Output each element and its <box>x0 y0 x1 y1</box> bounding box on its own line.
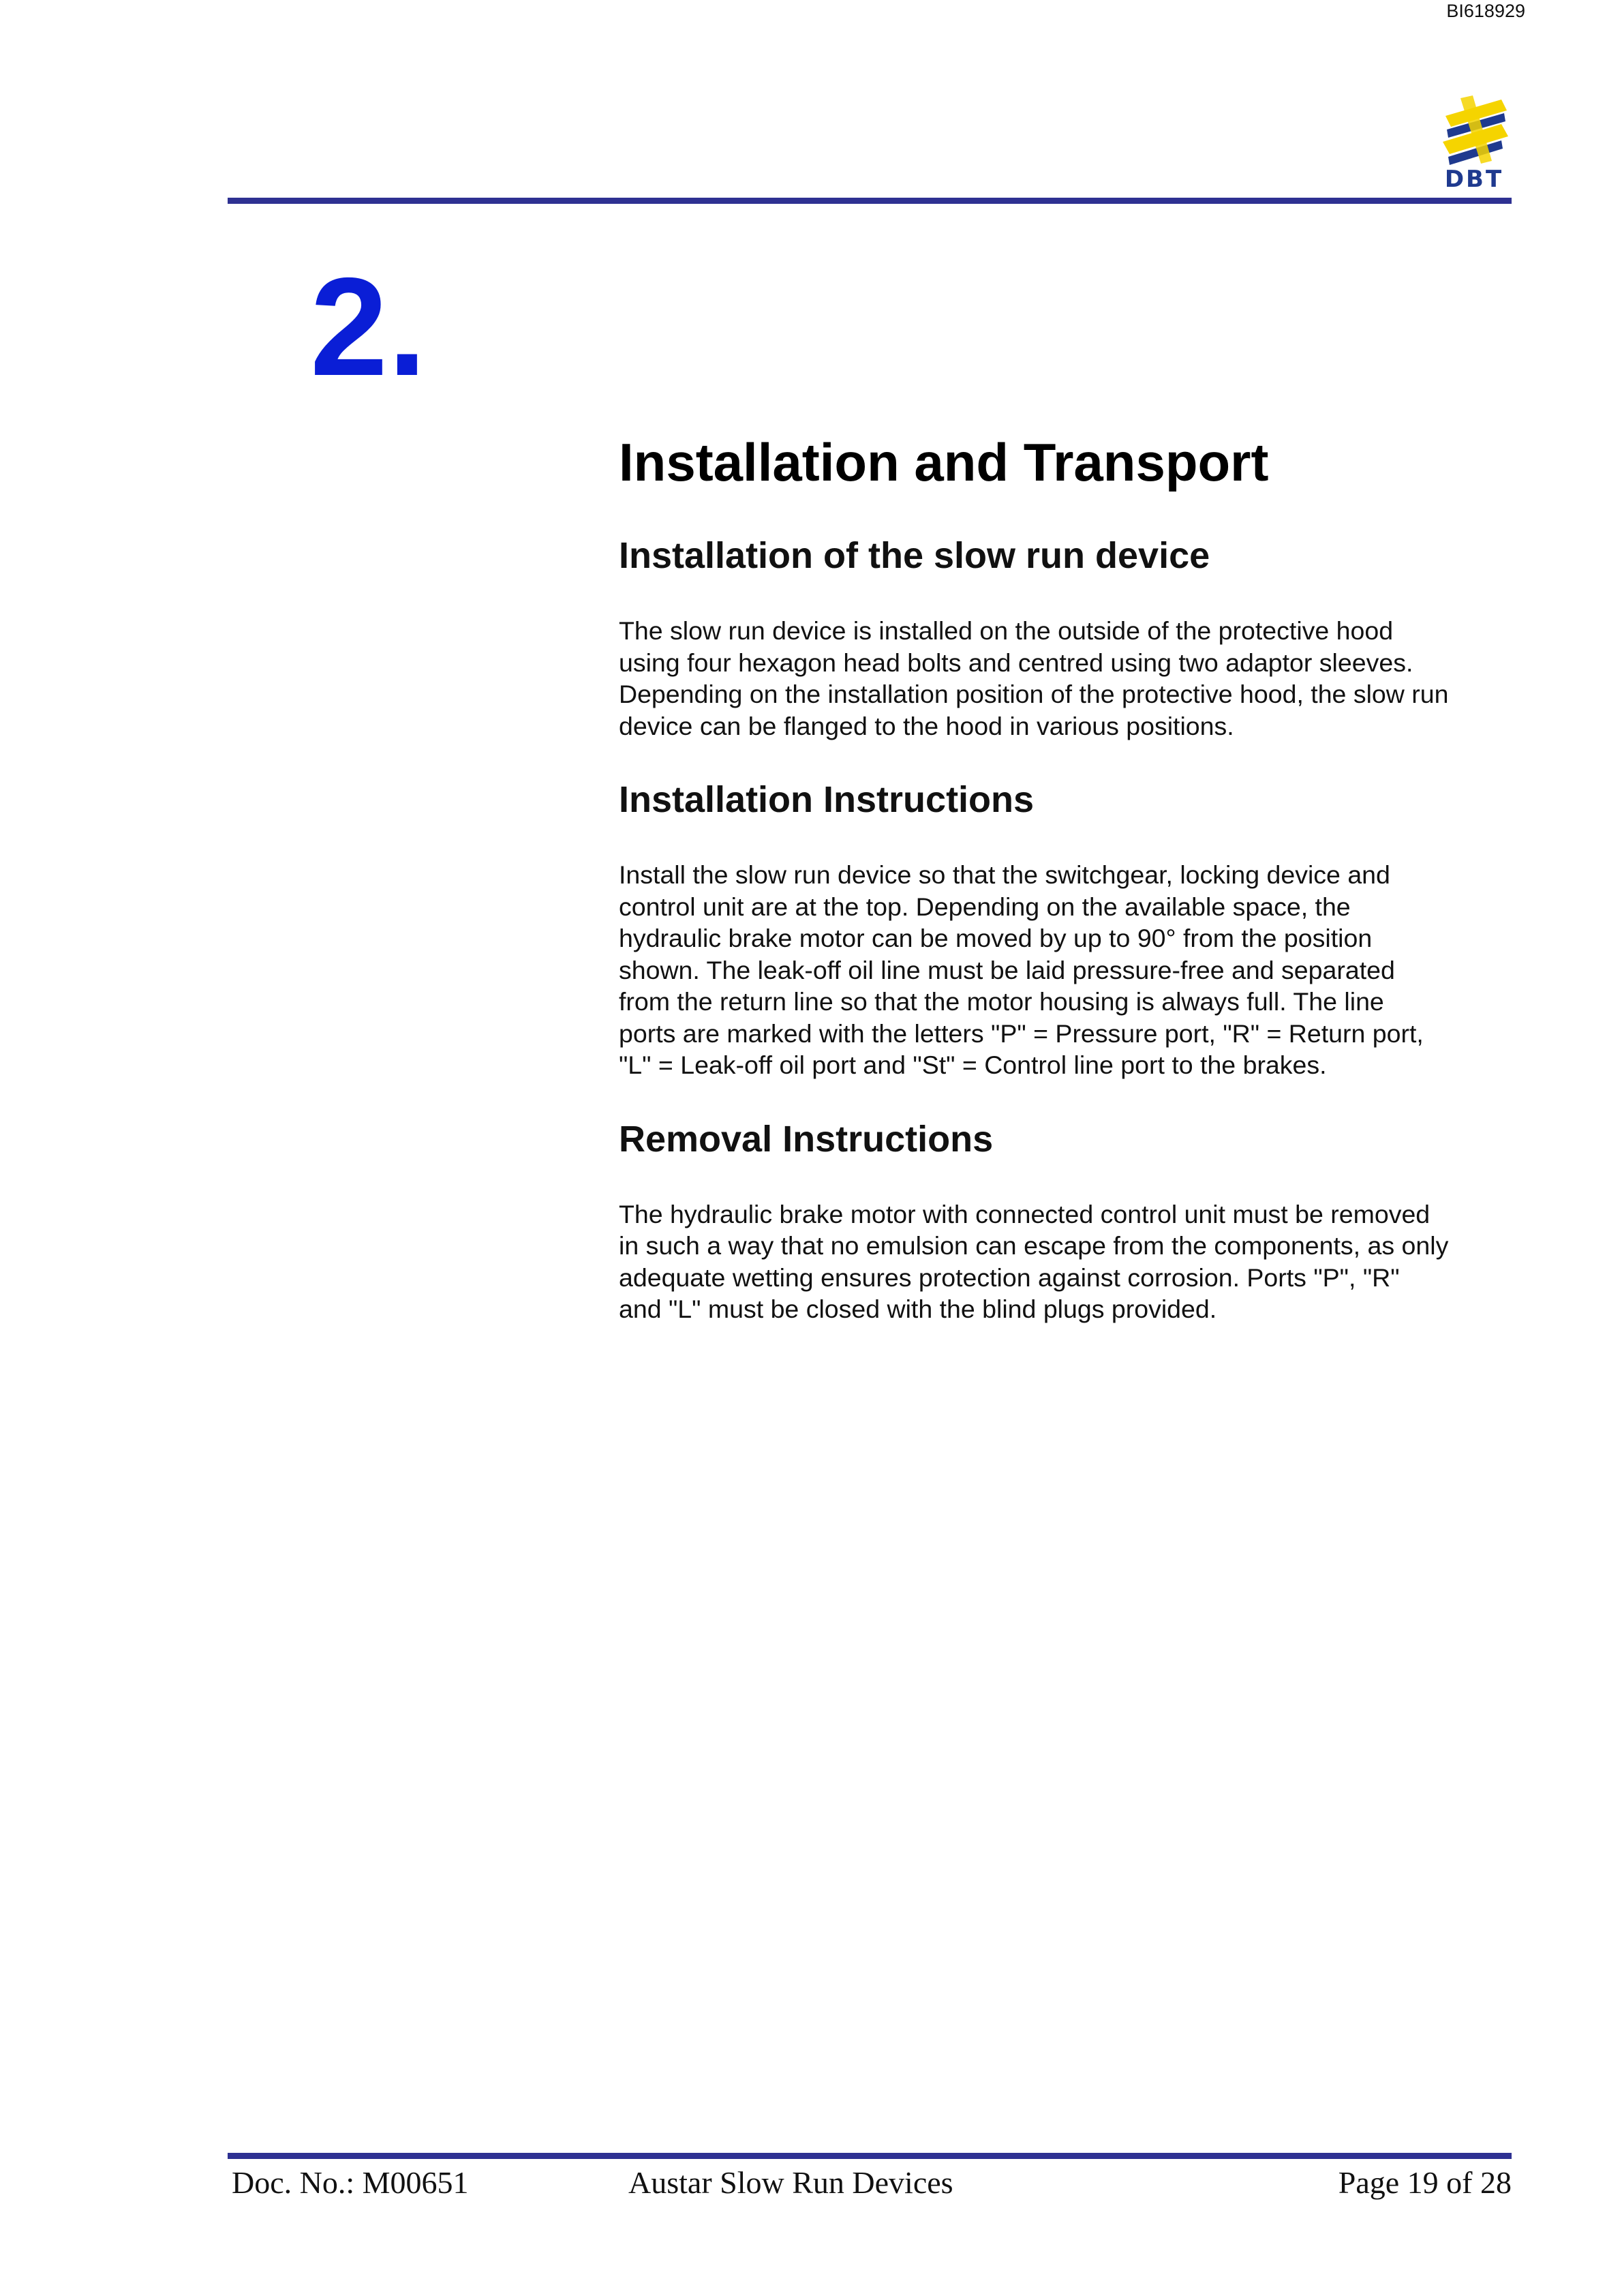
dbt-logo-text: DBT <box>1444 166 1504 191</box>
section-text-installation-instructions: Install the slow run device so that the switchgear, locking device and control unit are at the top. Depending on the available space, the hydraulic brake motor can be moved by up to 90° from the position shown. The leak-off oil line must be laid pressure-free and separated from the return line so that the motor housing is always full. The line ports are marked with the letters "P" = Pressure port, "R" = Return port, "L" = Leak-off oil port and "St" = Control line port to the brakes. <box>619 860 1424 1079</box>
footer-page-number: Page 19 of 28 <box>1338 2165 1512 2200</box>
section-text-removal-instructions: The hydraulic brake motor with connected control unit must be removed in such a way that no emulsion can escape from the components, as only adequate wetting ensures protection against corrosion. Ports "P", "R" and "L" must be closed with the blind plugs provided. <box>619 1199 1449 1323</box>
section-heading-installation-instructions: Installation Instructions <box>619 779 1035 820</box>
dbt-logo-mark <box>1443 95 1508 165</box>
main-content <box>619 421 1518 1357</box>
dbt-logo <box>1433 95 1515 191</box>
page-footer <box>228 2162 1512 2203</box>
footer-product-name: Austar Slow Run Devices <box>628 2165 953 2200</box>
section-heading-removal-instructions: Removal Instructions <box>619 1118 994 1160</box>
header-rule <box>228 198 1512 204</box>
footer-rule <box>228 2153 1512 2159</box>
page-title: Installation and Transport <box>619 432 1269 492</box>
chapter-number: 2. <box>310 249 427 405</box>
footer-doc-number: Doc. No.: M00651 <box>232 2165 469 2200</box>
section-text-installation: The slow run device is installed on the outside of the protective hood using four hexagon head bolts and centred using two adaptor sleeves. Depending on the installation position of the protective hood, the slow run device can be flanged to the hood in various positions. <box>619 616 1449 740</box>
section-heading-installation: Installation of the slow run device <box>619 535 1210 576</box>
document-id: BI618929 <box>1446 1 1525 21</box>
